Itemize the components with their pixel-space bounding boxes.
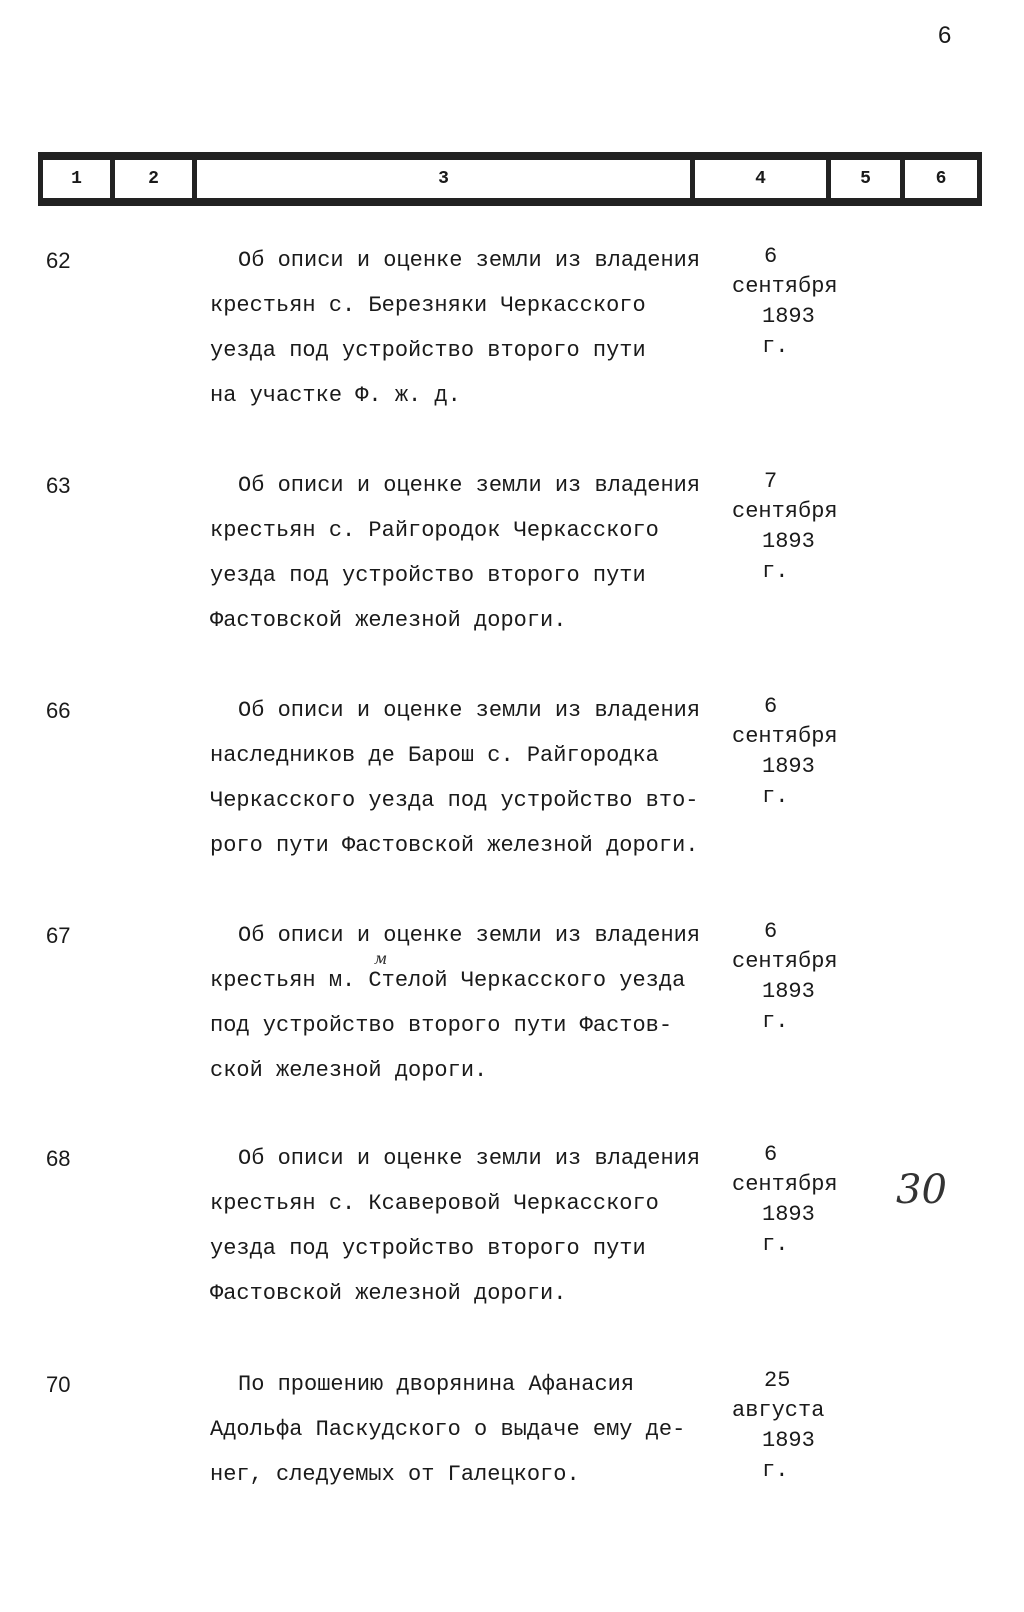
date-day: 25 <box>764 1368 791 1393</box>
entry-number: 70 <box>46 1372 71 1397</box>
date-day: 6 <box>764 1142 778 1167</box>
date-year: 1893 г. <box>762 1202 815 1257</box>
date-year: 1893 г. <box>762 529 815 584</box>
entry-description <box>210 473 725 653</box>
description-line: крестьян с. Райгородок Черкасского <box>210 518 659 543</box>
description-line: Об описи и оценке земли из владения <box>238 1146 701 1171</box>
description-line: рого пути Фастовской железной дороги. <box>210 833 699 858</box>
entry-date <box>732 1366 852 1486</box>
entry-date <box>732 467 852 587</box>
page-number: 6 <box>938 22 952 49</box>
entry-description <box>210 923 725 1103</box>
column-header-2: 2 <box>110 160 192 198</box>
date-year: 1893 г. <box>762 1428 815 1483</box>
description-line: Об описи и оценке земли из владения <box>238 473 701 498</box>
handwritten-sheet-number: 30 <box>896 1167 947 1213</box>
date-month: сентября <box>732 499 838 524</box>
description-line: уезда под устройство второго пути <box>210 563 646 588</box>
entry-date <box>732 692 852 812</box>
date-month: сентября <box>732 1172 838 1197</box>
description-line: Фастовской железной дороги. <box>210 1281 567 1306</box>
entry-date <box>732 917 852 1037</box>
entry-date <box>732 1140 852 1260</box>
description-line: крестьян м. Стелой Черкасского уезда <box>210 968 686 993</box>
handwritten-correction: м <box>374 949 388 968</box>
description-line: Адольфа Паскудского о выдаче ему де- <box>210 1417 686 1442</box>
entry-number: 62 <box>46 248 71 273</box>
description-line: крестьян с. Ксаверовой Черкасского <box>210 1191 659 1216</box>
entry-description <box>210 1146 725 1326</box>
date-day: 6 <box>764 919 778 944</box>
description-line: нег, следуемых от Галецкого. <box>210 1462 580 1487</box>
date-day: 6 <box>764 244 778 269</box>
description-line: Об описи и оценке земли из владения <box>238 248 701 273</box>
date-day: 7 <box>764 469 778 494</box>
entry-description <box>210 698 725 878</box>
date-year: 1893 г. <box>762 304 815 359</box>
date-month: сентября <box>732 724 838 749</box>
date-month: сентября <box>732 949 838 974</box>
entry-number: 67 <box>46 923 71 948</box>
description-line: наследников де Барош с. Райгородка <box>210 743 659 768</box>
column-header-bar <box>38 152 982 206</box>
entry-number: 63 <box>46 473 71 498</box>
date-year: 1893 г. <box>762 754 815 809</box>
description-line: на участке Ф. ж. д. <box>210 383 461 408</box>
date-year: 1893 г. <box>762 979 815 1034</box>
description-line: ской железной дороги. <box>210 1058 488 1083</box>
column-header-1: 1 <box>38 160 110 198</box>
description-line: уезда под устройство второго пути <box>210 1236 646 1261</box>
description-line: По прошению дворянина Афанасия <box>238 1372 635 1397</box>
description-line: уезда под устройство второго пути <box>210 338 646 363</box>
column-header-3: 3 <box>192 160 690 198</box>
date-month: августа <box>732 1398 825 1423</box>
column-header-4: 4 <box>690 160 826 198</box>
description-line: Об описи и оценке земли из владения <box>238 698 701 723</box>
entry-description <box>210 248 725 428</box>
column-header-6: 6 <box>900 160 982 198</box>
entry-description <box>210 1372 725 1507</box>
description-line: Фастовской железной дороги. <box>210 608 567 633</box>
description-line: Об описи и оценке земли из владения <box>238 923 701 948</box>
date-day: 6 <box>764 694 778 719</box>
entry-number: 68 <box>46 1146 71 1171</box>
description-line: под устройство второго пути Фастов- <box>210 1013 673 1038</box>
column-header-5: 5 <box>826 160 900 198</box>
entry-number: 66 <box>46 698 71 723</box>
date-month: сентября <box>732 274 838 299</box>
description-line: Черкасского уезда под устройство вто- <box>210 788 699 813</box>
description-line: крестьян с. Березняки Черкасского <box>210 293 646 318</box>
entry-date <box>732 242 852 362</box>
